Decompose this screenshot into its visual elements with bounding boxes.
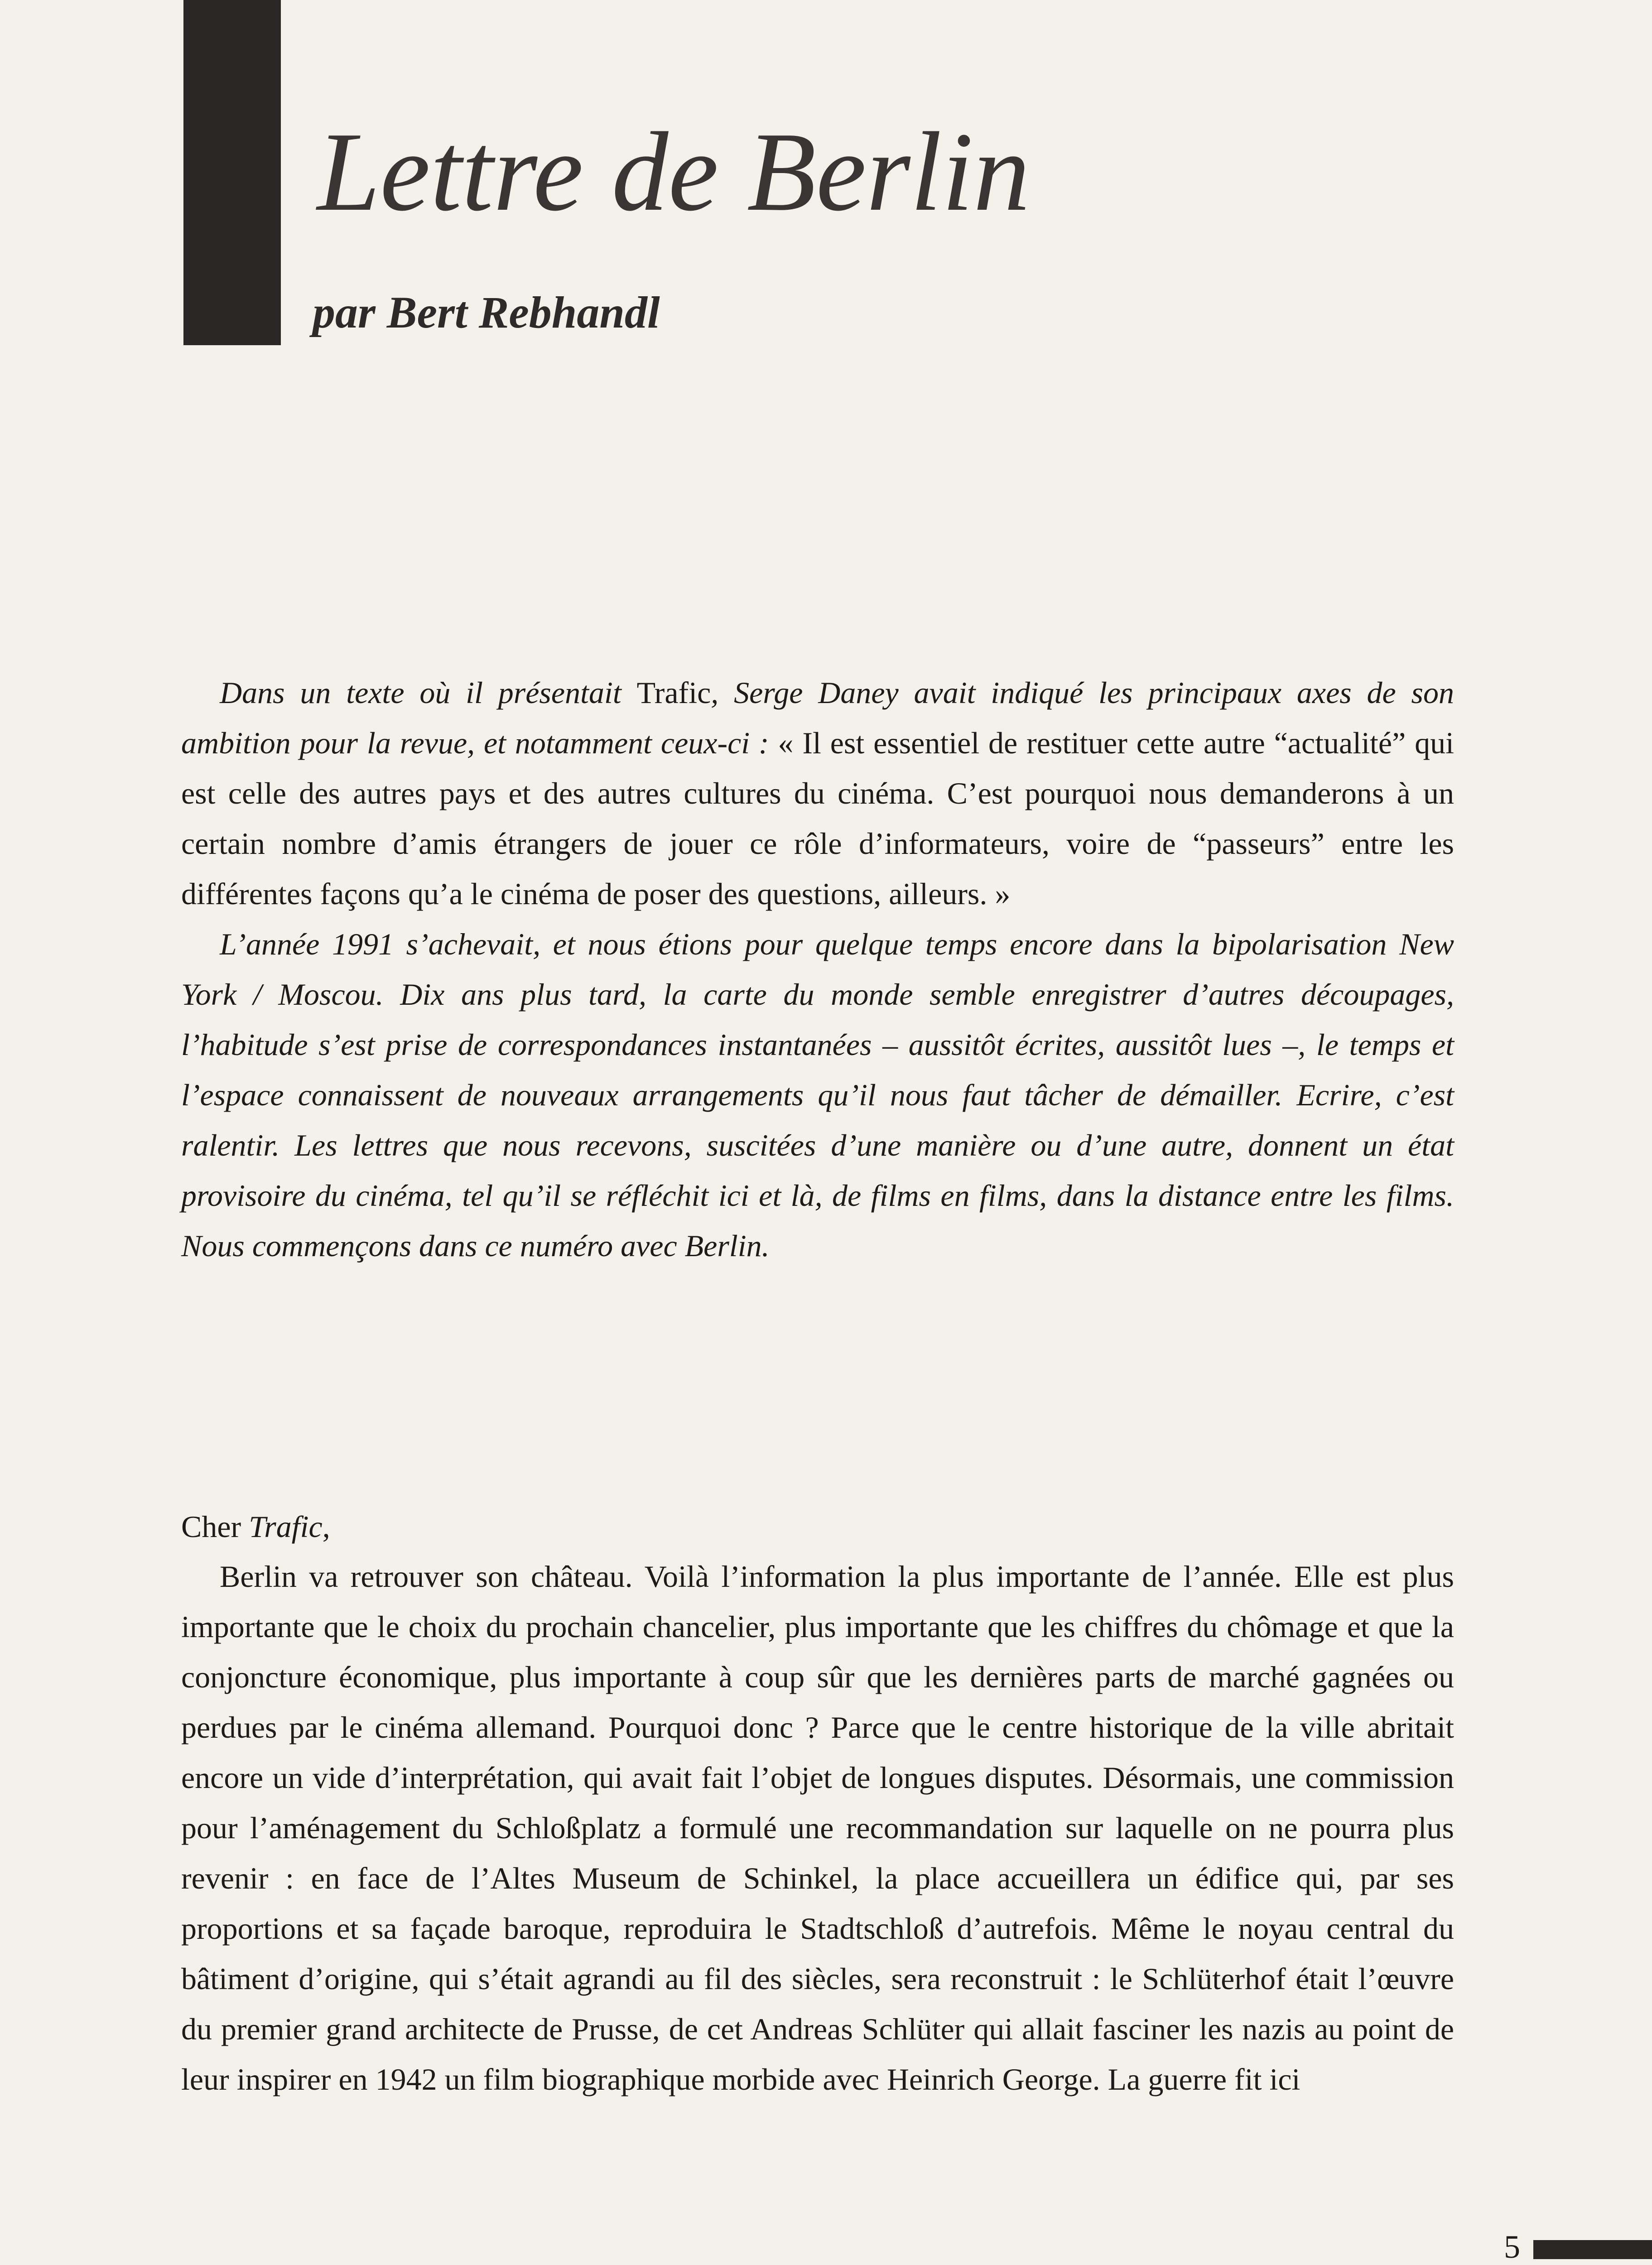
- page-number: 5: [1504, 2229, 1520, 2265]
- salutation-suffix: ,: [322, 1509, 330, 1544]
- letter-paragraph-1: Berlin va retrouver son château. Voilà l’information la plus importante de l’année. Elle est plus importante que le choix du prochain chancelier, plus importante que les chiffres du chômage et que la conjoncture économique, plus importante à coup sûr que les dernières parts de marché gagnées ou perdues par le cinéma allemand. Pourquoi donc ? Parce que le centre historique de la ville abritait encore un vide d’interprétation, qui avait fait l’objet de longues disputes. Désormais, une commission pour l’aménagement du Schloßplatz a formulé une recommandation sur laquelle on ne pourra plus revenir : en face de l’Altes Museum de Schinkel, la place accueillera un édifice qui, par ses proportions et sa façade baroque, reproduira le Stadtschloß d’autrefois. Même le noyau central du bâtiment d’origine, qui s’était agrandi au fil des siècles, sera reconstruit : le Schlüterhof était l’œuvre du premier grand architecte de Prusse, de cet Andreas Schlüter qui allait fasciner les nazis au point de leur inspirer en 1942 un film biographique morbide avec Heinrich George. La guerre fit ici: [181, 1559, 1454, 2096]
- salutation-name: Trafic: [249, 1509, 323, 1544]
- intro-paragraph-2: L’année 1991 s’achevait, et nous étions pour quelque temps encore dans la bipolarisation New York / Moscou. Dix ans plus tard, la carte du monde semble enregistrer d’autres découpages, l’habitude s’est prise de correspondances instantanées – aussitôt écrites, aussitôt lues –, le temps et l’espace connaissent de nouveaux arrangements qu’il nous faut tâcher de démailler. Ecrire, c’est ralentir. Les lettres que nous recevons, suscitées d’une manière ou d’une autre, donnent un état provisoire du cinéma, tel qu’il se réfléchit ici et là, de films en films, dans la distance entre les films. Nous commençons dans ce numéro avec Berlin.: [181, 927, 1454, 1263]
- letter-body: [181, 1552, 1454, 2105]
- page-number-bar: [1533, 2240, 1652, 2259]
- article-title: Lettre de Berlin: [317, 109, 1030, 235]
- journal-name: Trafic: [636, 675, 711, 710]
- decorative-title-bar: [183, 0, 281, 345]
- intro-paragraph-1: [181, 668, 1454, 919]
- intro-text-a: Dans un texte où il présentait: [220, 675, 637, 710]
- article-byline: par Bert Rebhandl: [313, 287, 660, 337]
- intro-text-b: , Serge Daney avait indiqué les principaux axes de son ambition pour la revue, et notamment ceux-ci :: [181, 675, 1454, 760]
- letter-salutation: [181, 1502, 1454, 1552]
- salutation-prefix: Cher: [181, 1509, 249, 1544]
- editorial-intro: [181, 668, 1454, 1271]
- daney-quote: « Il est essentiel de restituer cette autre “actualité” qui est celle des autres pays et des autres cultures du cinéma. C’est pourquoi nous demanderons à un certain nombre d’amis étrangers de jouer ce rôle d’informateurs, voire de “passeurs” entre les différentes façons qu’a le cinéma de poser des questions, ailleurs. »: [181, 726, 1454, 911]
